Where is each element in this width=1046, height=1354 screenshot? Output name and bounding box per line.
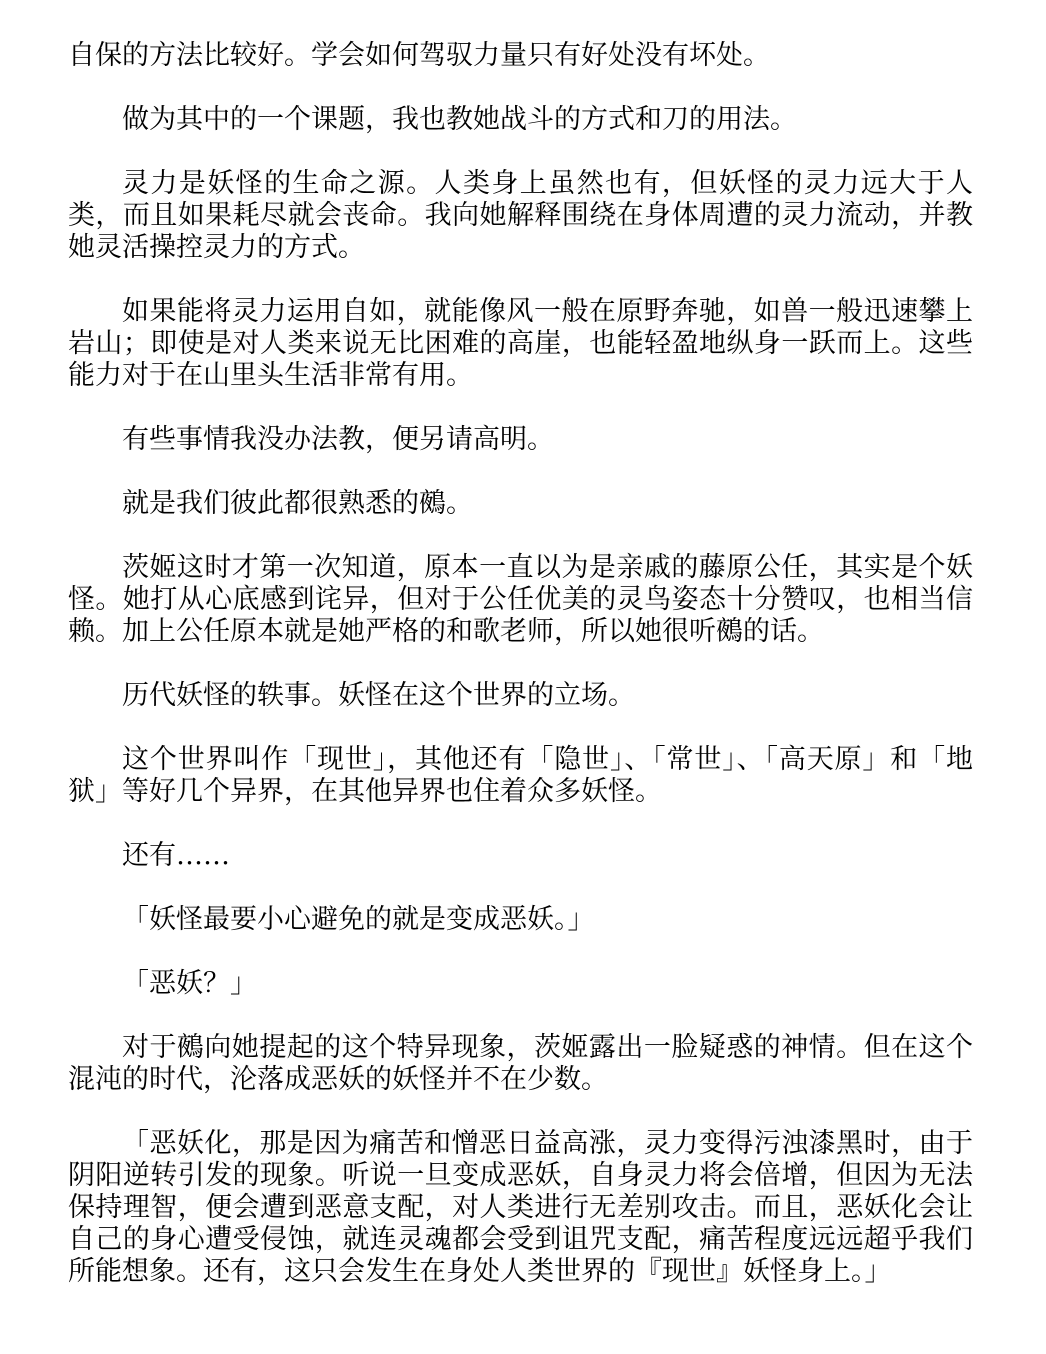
paragraph-2: 做为其中的一个课题，我也教她战斗的方式和刀的用法。 <box>122 104 797 135</box>
paragraph-14: 「恶妖化，那是因为痛苦和憎恶日益高涨，灵力变得污浊漆黑时，由于阴阳逆转引发的现象。听说一旦变成恶妖，自身灵力将会倍增，但因为无法保持理智，便会遭到恶意支配，对人类进行无差别攻击。而且，恶妖化会让自己的身心遭受侵蚀，就连灵魂都会受到诅咒支配，痛苦程度远远超乎我们所能想象。还有，这只会发生在身处人类世界的『现世』妖怪身上。」 <box>68 1128 973 1287</box>
paragraph-13: 对于鵺向她提起的这个特异现象，茨姬露出一脸疑惑的神情。但在这个混沌的时代，沦落成恶妖的妖怪并不在少数。 <box>68 1032 973 1095</box>
page-body <box>68 40 973 1320</box>
paragraph-3: 灵力是妖怪的生命之源。人类身上虽然也有，但妖怪的灵力远大于人类，而且如果耗尽就会丧命。我向她解释围绕在身体周遭的灵力流动，并教她灵活操控灵力的方式。 <box>68 168 973 263</box>
paragraph-7: 茨姬这时才第一次知道，原本一直以为是亲戚的藤原公任，其实是个妖怪。她打从心底感到诧异，但对于公任优美的灵鸟姿态十分赞叹，也相当信赖。加上公任原本就是她严格的和歌老师，所以她很听鵺的话。 <box>68 552 973 647</box>
paragraph-4: 如果能将灵力运用自如，就能像风一般在原野奔驰，如兽一般迅速攀上岩山；即使是对人类来说无比困难的高崖，也能轻盈地纵身一跃而上。这些能力对于在山里头生活非常有用。 <box>68 296 973 391</box>
paragraph-8: 历代妖怪的轶事。妖怪在这个世界的立场。 <box>122 680 635 711</box>
paragraph-5: 有些事情我没办法教，便另请高明。 <box>122 424 554 455</box>
paragraph-1: 自保的方法比较好。学会如何驾驭力量只有好处没有坏处。 <box>68 40 770 71</box>
paragraph-6: 就是我们彼此都很熟悉的鵺。 <box>122 488 473 519</box>
paragraph-12: 「恶妖？」 <box>122 968 257 999</box>
paragraph-11: 「妖怪最要小心避免的就是变成恶妖。」 <box>122 904 595 935</box>
paragraph-10: 还有…… <box>122 840 230 871</box>
paragraph-9: 这个世界叫作「现世」，其他还有「隐世」、「常世」、「高天原」和「地狱」等好几个异界，在其他异界也住着众多妖怪。 <box>68 744 973 807</box>
